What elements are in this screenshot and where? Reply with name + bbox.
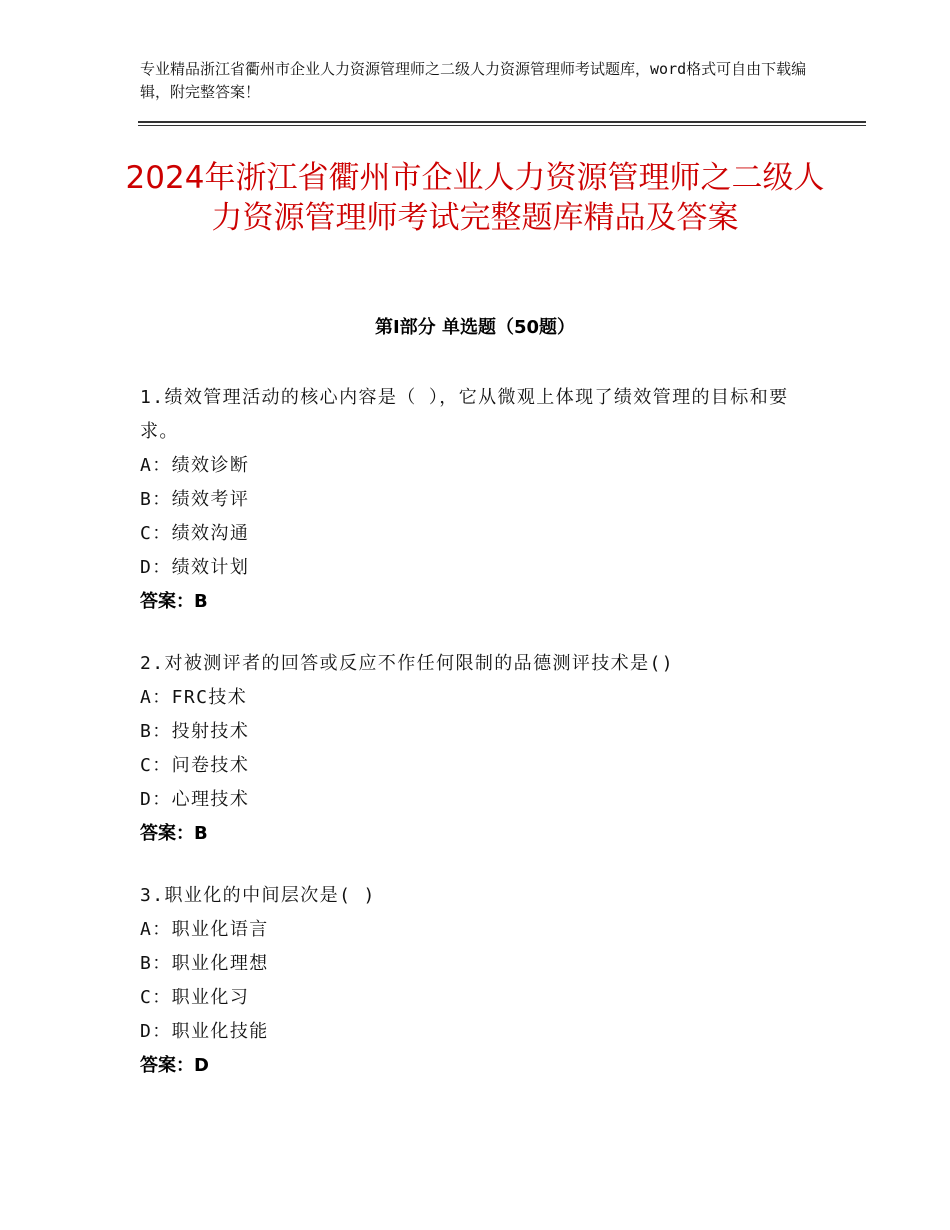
answer-line: 答案：D bbox=[140, 1055, 209, 1076]
option-d: D：职业化技能 bbox=[140, 1021, 269, 1042]
option-b: B：职业化理想 bbox=[140, 953, 269, 974]
option-a: A：职业化语言 bbox=[140, 919, 269, 940]
question-stem: 2.对被测评者的回答或反应不作任何限制的品德测评技术是() bbox=[140, 653, 674, 674]
option-b: B：绩效考评 bbox=[140, 489, 250, 510]
option-d: D：心理技术 bbox=[140, 789, 250, 810]
option-a: A：FRC技术 bbox=[140, 687, 248, 708]
option-c: C：职业化习 bbox=[140, 987, 250, 1008]
answer-line: 答案：B bbox=[140, 823, 208, 844]
question-item bbox=[140, 879, 820, 1083]
header-divider-thick bbox=[138, 121, 866, 123]
option-c: C：绩效沟通 bbox=[140, 523, 250, 544]
section-heading: 第Ⅰ部分 单选题（50题） bbox=[374, 317, 575, 338]
header-note: 专业精品浙江省衢州市企业人力资源管理师之二级人力资源管理师考试题库，word格式可自由下载编辑，附完整答案！ bbox=[140, 60, 807, 101]
question-item bbox=[140, 647, 820, 851]
option-a: A：绩效诊断 bbox=[140, 455, 250, 476]
question-stem: 1.绩效管理活动的核心内容是（ ），它从微观上体现了绩效管理的目标和要求。 bbox=[140, 387, 789, 442]
option-c: C：问卷技术 bbox=[140, 755, 250, 776]
document-title: 2024年浙江省衢州市企业人力资源管理师之二级人力资源管理师考试完整题库精品及答案 bbox=[125, 160, 825, 236]
option-d: D：绩效计划 bbox=[140, 557, 250, 578]
header-divider-thin bbox=[138, 125, 866, 126]
question-item bbox=[140, 381, 820, 619]
question-list bbox=[140, 381, 820, 1111]
option-b: B：投射技术 bbox=[140, 721, 250, 742]
answer-line: 答案：B bbox=[140, 591, 208, 612]
question-stem: 3.职业化的中间层次是( ) bbox=[140, 885, 376, 906]
